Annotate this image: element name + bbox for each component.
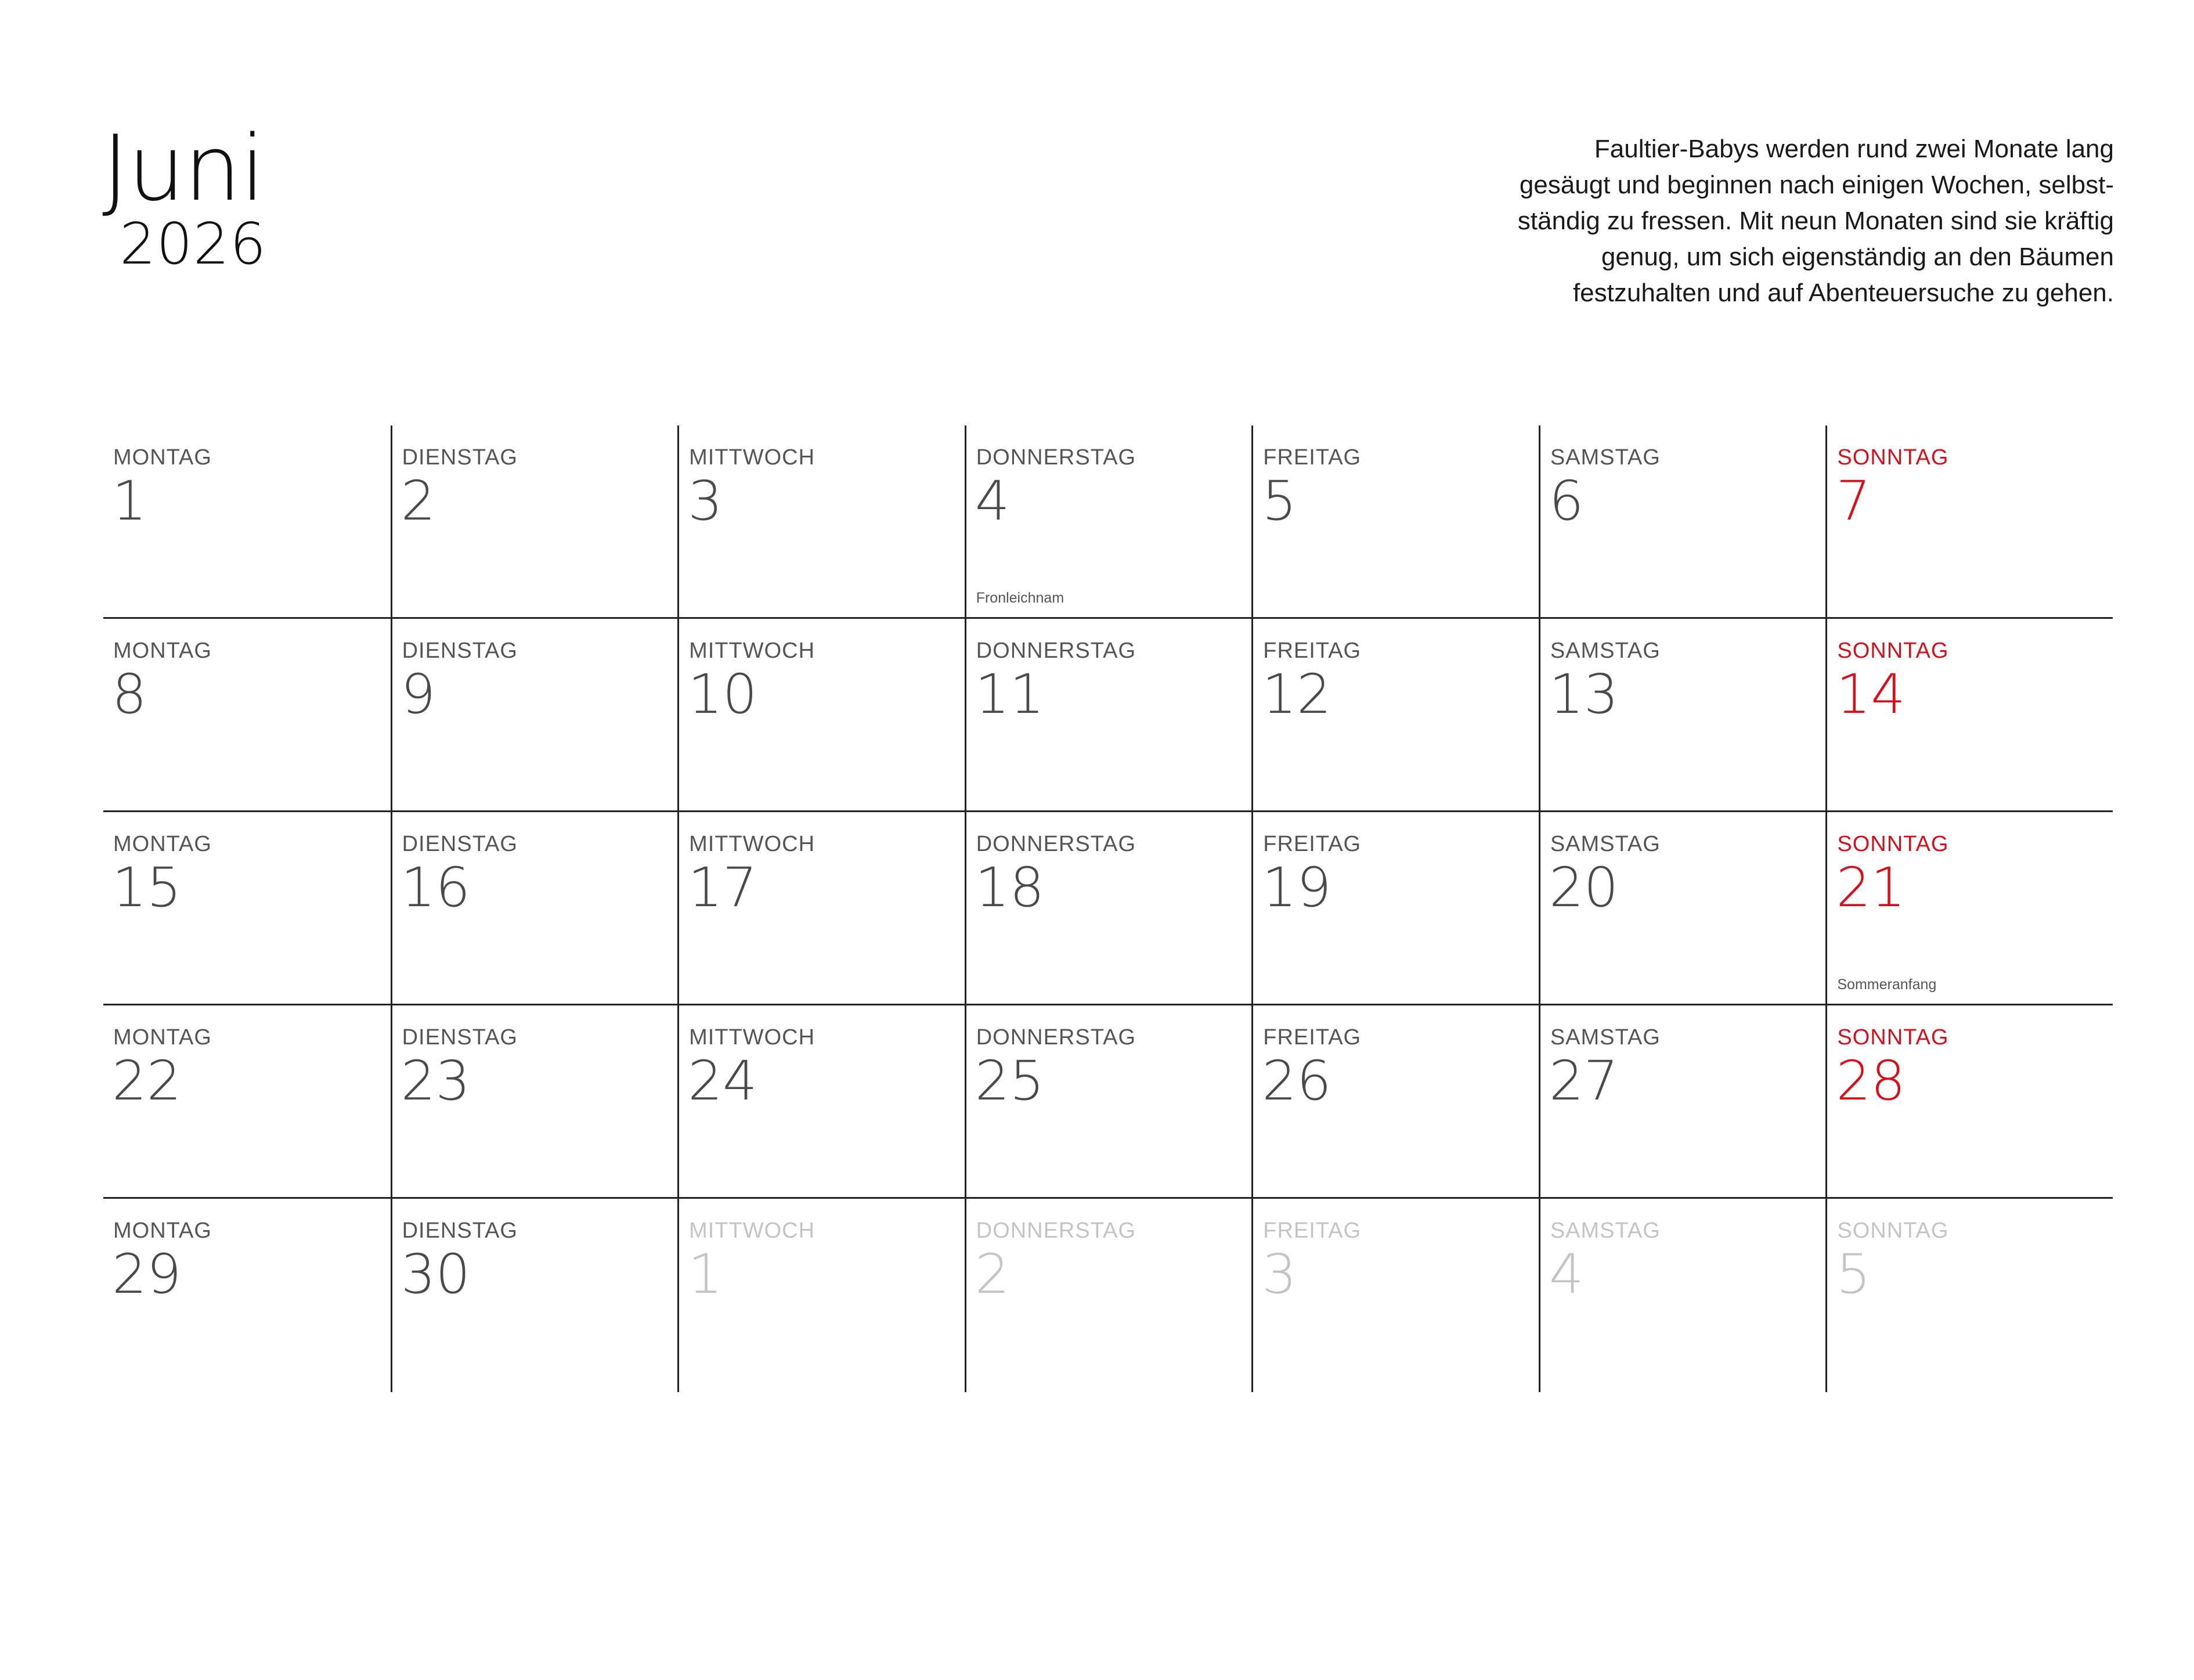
day-cell[interactable] [103, 1199, 391, 1392]
day-number: 10 [688, 663, 757, 726]
day-cell[interactable] [965, 812, 1252, 1004]
weekday-label: DIENSTAG [402, 445, 518, 470]
day-number: 18 [975, 856, 1045, 920]
weekday-label: MITTWOCH [689, 639, 815, 663]
weekday-label: DIENSTAG [402, 832, 518, 856]
calendar-week-row [103, 1199, 2113, 1392]
day-number: 1 [112, 470, 147, 533]
weekday-label: DONNERSTAG [976, 639, 1136, 663]
weekday-label: DIENSTAG [402, 1218, 518, 1243]
day-number: 15 [112, 856, 182, 920]
day-cell[interactable] [677, 426, 965, 617]
day-cell[interactable] [1539, 426, 1826, 617]
weekday-label: DIENSTAG [402, 639, 518, 663]
day-cell[interactable] [391, 619, 678, 810]
day-cell-outside-month[interactable] [965, 1199, 1252, 1392]
weekday-label: SONNTAG [1837, 1025, 1949, 1050]
weekday-label: SAMSTAG [1550, 1218, 1661, 1243]
day-cell-outside-month[interactable] [677, 1199, 965, 1392]
weekday-label: DONNERSTAG [976, 1218, 1136, 1243]
weekday-label: DONNERSTAG [976, 445, 1136, 470]
weekday-label: MITTWOCH [689, 445, 815, 470]
day-cell[interactable] [1251, 1005, 1539, 1197]
day-cell[interactable] [391, 426, 678, 617]
day-cell[interactable] [1539, 812, 1826, 1004]
day-cell[interactable] [677, 812, 965, 1004]
day-number: 30 [400, 1243, 471, 1306]
day-cell[interactable] [965, 1005, 1252, 1197]
weekday-label: MONTAG [113, 1025, 212, 1050]
day-number: 3 [1262, 1243, 1297, 1306]
day-number: 5 [1836, 1243, 1871, 1306]
day-number: 5 [1262, 470, 1297, 533]
day-number: 13 [1549, 663, 1619, 726]
month-title: Juni [102, 116, 265, 221]
day-cell[interactable] [103, 1005, 391, 1197]
weekday-label: SONNTAG [1837, 639, 1949, 663]
holiday-note: Fronleichnam [976, 590, 1064, 606]
calendar-week-row [103, 426, 2113, 619]
calendar-week-row [103, 1005, 2113, 1199]
weekday-label: MONTAG [113, 1218, 212, 1243]
day-number: 2 [400, 470, 436, 533]
calendar-week-row [103, 812, 2113, 1005]
blurb-line: Faultier-Babys werden rund zwei Monate lang [1594, 135, 2114, 163]
day-cell[interactable] [1251, 426, 1539, 617]
day-number: 21 [1836, 856, 1906, 920]
weekday-label: FREITAG [1263, 445, 1362, 470]
weekday-label: FREITAG [1263, 1025, 1362, 1050]
weekday-label: SONNTAG [1837, 832, 1949, 856]
weekday-label: FREITAG [1263, 639, 1362, 663]
day-number: 4 [1549, 1243, 1584, 1306]
day-cell[interactable] [1251, 812, 1539, 1004]
day-cell[interactable] [677, 619, 965, 810]
day-number: 11 [975, 663, 1045, 726]
weekday-label: SONNTAG [1837, 1218, 1949, 1243]
day-cell[interactable] [103, 812, 391, 1004]
day-number: 17 [688, 856, 757, 920]
month-blurb [1383, 131, 2114, 311]
weekday-label: SAMSTAG [1550, 1025, 1661, 1050]
day-number: 19 [1262, 856, 1331, 920]
weekday-label: MITTWOCH [689, 832, 815, 856]
day-number: 2 [975, 1243, 1010, 1306]
day-number: 16 [400, 856, 471, 920]
day-cell[interactable] [1825, 426, 2113, 617]
day-number: 29 [112, 1243, 182, 1306]
day-number: 7 [1836, 470, 1871, 533]
day-cell[interactable] [1825, 812, 2113, 1004]
day-cell[interactable] [103, 619, 391, 810]
year-label: 2026 [120, 211, 267, 277]
blurb-line: gesäugt und beginnen nach einigen Wochen, selbst- [1519, 171, 2114, 199]
holiday-note: Sommeranfang [1837, 976, 1937, 993]
weekday-label: SAMSTAG [1550, 832, 1661, 856]
day-number: 22 [112, 1050, 182, 1113]
day-cell[interactable] [391, 812, 678, 1004]
blurb-line: festzuhalten und auf Abenteuersuche zu gehen. [1572, 279, 2114, 307]
day-cell[interactable] [677, 1005, 965, 1197]
weekday-label: MONTAG [113, 832, 212, 856]
day-cell[interactable] [1539, 1005, 1826, 1197]
calendar-grid [103, 426, 2113, 1392]
weekday-label: SAMSTAG [1550, 639, 1661, 663]
weekday-label: MITTWOCH [689, 1025, 815, 1050]
day-cell[interactable] [965, 426, 1252, 617]
day-number: 1 [688, 1243, 723, 1306]
day-number: 9 [400, 663, 436, 726]
day-number: 6 [1549, 470, 1584, 533]
weekday-label: DONNERSTAG [976, 832, 1136, 856]
day-number: 28 [1836, 1050, 1906, 1113]
day-number: 4 [975, 470, 1010, 533]
day-cell[interactable] [1539, 619, 1826, 810]
day-number: 3 [688, 470, 723, 533]
day-number: 20 [1549, 856, 1619, 920]
weekday-label: MONTAG [113, 445, 212, 470]
day-number: 26 [1262, 1050, 1331, 1113]
day-cell[interactable] [1251, 619, 1539, 810]
day-cell[interactable] [965, 619, 1252, 810]
day-number: 27 [1549, 1050, 1619, 1113]
weekday-label: FREITAG [1263, 1218, 1362, 1243]
day-cell[interactable] [391, 1199, 678, 1392]
day-cell[interactable] [1825, 1005, 2113, 1197]
weekday-label: MITTWOCH [689, 1218, 815, 1243]
calendar-week-row [103, 619, 2113, 812]
blurb-line: genug, um sich eigenständig an den Bäumen [1601, 243, 2114, 271]
weekday-label: FREITAG [1263, 832, 1362, 856]
day-number: 25 [975, 1050, 1045, 1113]
day-number: 24 [688, 1050, 757, 1113]
day-number: 12 [1262, 663, 1331, 726]
weekday-label: DONNERSTAG [976, 1025, 1136, 1050]
day-cell[interactable] [1825, 619, 2113, 810]
blurb-line: ständig zu fressen. Mit neun Monaten sind sie kräftig [1517, 207, 2114, 235]
weekday-label: MONTAG [113, 639, 212, 663]
day-cell-outside-month[interactable] [1825, 1199, 2113, 1392]
weekday-label: DIENSTAG [402, 1025, 518, 1050]
day-number: 8 [112, 663, 147, 726]
day-cell-outside-month[interactable] [1539, 1199, 1826, 1392]
weekday-label: SONNTAG [1837, 445, 1949, 470]
day-cell-outside-month[interactable] [1251, 1199, 1539, 1392]
weekday-label: SAMSTAG [1550, 445, 1661, 470]
day-number: 14 [1836, 663, 1906, 726]
day-cell[interactable] [103, 426, 391, 617]
day-number: 23 [400, 1050, 471, 1113]
day-cell[interactable] [391, 1005, 678, 1197]
